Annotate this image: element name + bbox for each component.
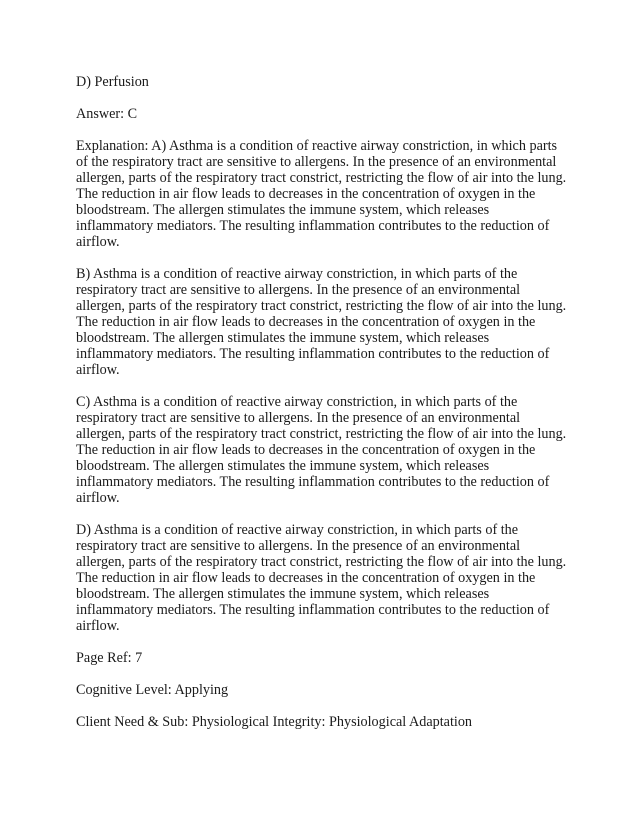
text-line: Explanation: A) Asthma is a condition of reactive airway constriction, in which parts <box>76 138 558 154</box>
text-line: allergen, parts of the respiratory tract constrict, restricting the flow of air into the lung. <box>76 170 567 186</box>
option-d: D) Perfusion <box>76 74 149 90</box>
text-line: The reduction in air flow leads to decreases in the concentration of oxygen in the <box>76 186 536 202</box>
explanation-d <box>76 522 566 634</box>
explanation-b <box>76 266 566 378</box>
text-line: respiratory tract are sensitive to allergens. In the presence of an environmental <box>76 538 521 554</box>
client-need: Client Need & Sub: Physiological Integrity: Physiological Adaptation <box>76 714 473 730</box>
text-line: respiratory tract are sensitive to allergens. In the presence of an environmental <box>76 410 521 426</box>
question-content <box>76 74 566 746</box>
text-line: inflammatory mediators. The resulting inflammation contributes to the reduction of <box>76 474 550 490</box>
page-ref: Page Ref: 7 <box>76 650 143 666</box>
text-line: airflow. <box>76 490 120 506</box>
answer-line: Answer: C <box>76 106 138 122</box>
text-line: airflow. <box>76 234 120 250</box>
text-line: bloodstream. The allergen stimulates the immune system, which releases <box>76 586 490 602</box>
text-line: inflammatory mediators. The resulting inflammation contributes to the reduction of <box>76 602 550 618</box>
text-line: respiratory tract are sensitive to allergens. In the presence of an environmental <box>76 282 521 298</box>
text-line: airflow. <box>76 362 120 378</box>
text-line: The reduction in air flow leads to decreases in the concentration of oxygen in the <box>76 570 536 586</box>
text-line: airflow. <box>76 618 120 634</box>
text-line: B) Asthma is a condition of reactive airway constriction, in which parts of the <box>76 266 518 282</box>
text-line: inflammatory mediators. The resulting inflammation contributes to the reduction of <box>76 218 550 234</box>
text-line: bloodstream. The allergen stimulates the immune system, which releases <box>76 202 490 218</box>
text-line: of the respiratory tract are sensitive to allergens. In the presence of an environmental <box>76 154 557 170</box>
text-line: The reduction in air flow leads to decreases in the concentration of oxygen in the <box>76 442 536 458</box>
cognitive-level: Cognitive Level: Applying <box>76 682 229 698</box>
text-line: allergen, parts of the respiratory tract constrict, restricting the flow of air into the lung. <box>76 554 567 570</box>
text-line: allergen, parts of the respiratory tract constrict, restricting the flow of air into the lung. <box>76 298 567 314</box>
text-line: C) Asthma is a condition of reactive airway constriction, in which parts of the <box>76 394 518 410</box>
text-line: bloodstream. The allergen stimulates the immune system, which releases <box>76 330 490 346</box>
explanation-a <box>76 138 566 250</box>
text-line: The reduction in air flow leads to decreases in the concentration of oxygen in the <box>76 314 536 330</box>
explanation-c <box>76 394 566 506</box>
text-line: inflammatory mediators. The resulting inflammation contributes to the reduction of <box>76 346 550 362</box>
text-line: bloodstream. The allergen stimulates the immune system, which releases <box>76 458 490 474</box>
text-line: D) Asthma is a condition of reactive airway constriction, in which parts of the <box>76 522 519 538</box>
text-line: allergen, parts of the respiratory tract constrict, restricting the flow of air into the lung. <box>76 426 567 442</box>
